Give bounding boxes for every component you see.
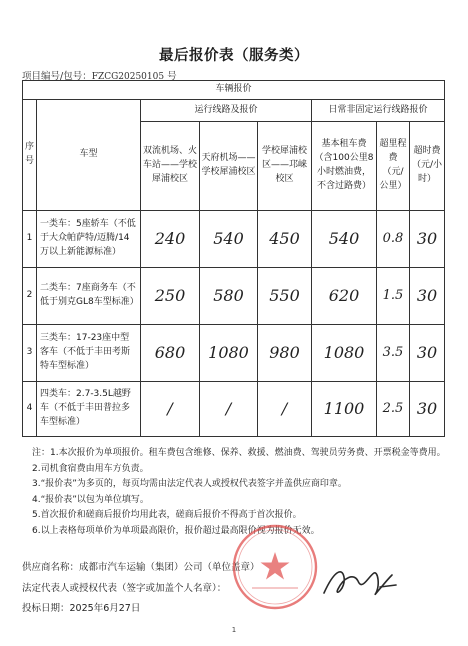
- header-over-km: 超里程费（元/公里）: [377, 122, 410, 211]
- note-item: 6.以上表格每项单价为单项最高限价，报价超过最高限价视为报价无效。: [32, 525, 320, 536]
- header-seq: 序号: [23, 100, 37, 211]
- table-row: [23, 211, 445, 268]
- note-item: 5.首次报价和磋商后报价均用此表，磋商后报价不得高于首次报价。: [32, 510, 302, 520]
- company-seal-icon: [230, 522, 320, 612]
- date-label: 投标日期：: [22, 603, 70, 614]
- row-route3-price: /: [258, 382, 312, 437]
- table-row: [23, 325, 445, 382]
- supplier-label: 供应商名称：: [22, 562, 80, 573]
- document-title: 最后报价表（服务类）: [159, 48, 309, 64]
- date-value: 2025年6月27日: [69, 603, 141, 614]
- quote-table: [22, 80, 445, 437]
- row-seq: 3: [23, 325, 37, 382]
- row-vehicle-type: 一类车：5座轿车（不低于大众帕萨特/迈腾/14万以上新能源标准）: [37, 211, 141, 268]
- row-route2-price: 540: [200, 211, 258, 268]
- row-vehicle-type: 三类车：17-23座中型客车（不低于丰田考斯特车型标准）: [37, 325, 141, 382]
- row-base-rent: 540: [312, 211, 377, 268]
- representative-line: 法定代表人或授权代表（签字或加盖个人名章）：: [22, 583, 227, 594]
- row-seq: 1: [23, 211, 37, 268]
- note-item: 4.“报价表”以包为单位填写。: [32, 494, 149, 505]
- project-suffix: 号: [164, 71, 177, 82]
- row-route3-price: 550: [258, 268, 312, 325]
- header-route1: 双流机场、火车站——学校犀浦校区: [141, 122, 200, 211]
- row-over-km: 2.5: [377, 382, 410, 437]
- project-label: 项目编号/包号：: [22, 71, 92, 82]
- row-seq: 2: [23, 268, 37, 325]
- row-seq: 4: [23, 382, 37, 437]
- row-over-hour: 30: [410, 268, 445, 325]
- header-base-rent: 基本租车费（含100公里8小时燃油费，不含过路费）: [312, 122, 377, 211]
- project-code: FZCG20250105: [91, 72, 165, 82]
- row-over-km: 0.8: [377, 211, 410, 268]
- row-route1-price: 250: [141, 268, 200, 325]
- table-caption: 车辆报价: [23, 81, 445, 100]
- header-daily-group: 日常非固定运行线路报价: [312, 100, 445, 122]
- page-number: 1: [231, 626, 237, 634]
- row-over-hour: 30: [410, 211, 445, 268]
- row-route2-price: /: [200, 382, 258, 437]
- row-over-km: 1.5: [377, 268, 410, 325]
- note-item: 3.“报价表”为多页的，每页均需由法定代表人或授权代表签字并盖供应商印章。: [32, 479, 347, 489]
- row-route1-price: /: [141, 382, 200, 437]
- row-vehicle-type: 二类车：7座商务车（不低于别克GL8车型标准）: [37, 268, 141, 325]
- table-row: [23, 382, 445, 437]
- row-base-rent: 1080: [312, 325, 377, 382]
- row-route1-price: 680: [141, 325, 200, 382]
- row-route2-price: 580: [200, 268, 258, 325]
- row-over-hour: 30: [410, 325, 445, 382]
- table-row: [23, 268, 445, 325]
- signature-icon: [320, 563, 400, 603]
- row-vehicle-type: 四类车：2.7-3.5L越野车（不低于丰田普拉多车型标准）: [37, 382, 141, 437]
- row-base-rent: 1100: [312, 382, 377, 437]
- header-route2: 天府机场——学校犀浦校区: [200, 122, 258, 211]
- row-route1-price: 240: [141, 211, 200, 268]
- header-over-hour: 超时费（元/小时）: [410, 122, 445, 211]
- header-route3: 学校犀浦校区——邛崃校区: [258, 122, 312, 211]
- note-item: 2.司机食宿费由用车方负责。: [32, 463, 149, 474]
- row-base-rent: 620: [312, 268, 377, 325]
- header-type: 车型: [37, 100, 141, 211]
- supplier-name: 成都市汽车运输（集团）公司（单位盖章）: [79, 562, 260, 573]
- note-item: 注：1.本次报价为单项报价。租车费包含维修、保养、救援、燃油费、驾驶员劳务费、开票税金等费用。: [32, 448, 446, 458]
- row-over-hour: 30: [410, 382, 445, 437]
- row-over-km: 3.5: [377, 325, 410, 382]
- supplier-line: [22, 559, 260, 573]
- row-route3-price: 980: [258, 325, 312, 382]
- row-route2-price: 1080: [200, 325, 258, 382]
- row-route3-price: 450: [258, 211, 312, 268]
- header-route-group: 运行线路及报价: [141, 100, 312, 122]
- bid-date-line: [22, 600, 140, 614]
